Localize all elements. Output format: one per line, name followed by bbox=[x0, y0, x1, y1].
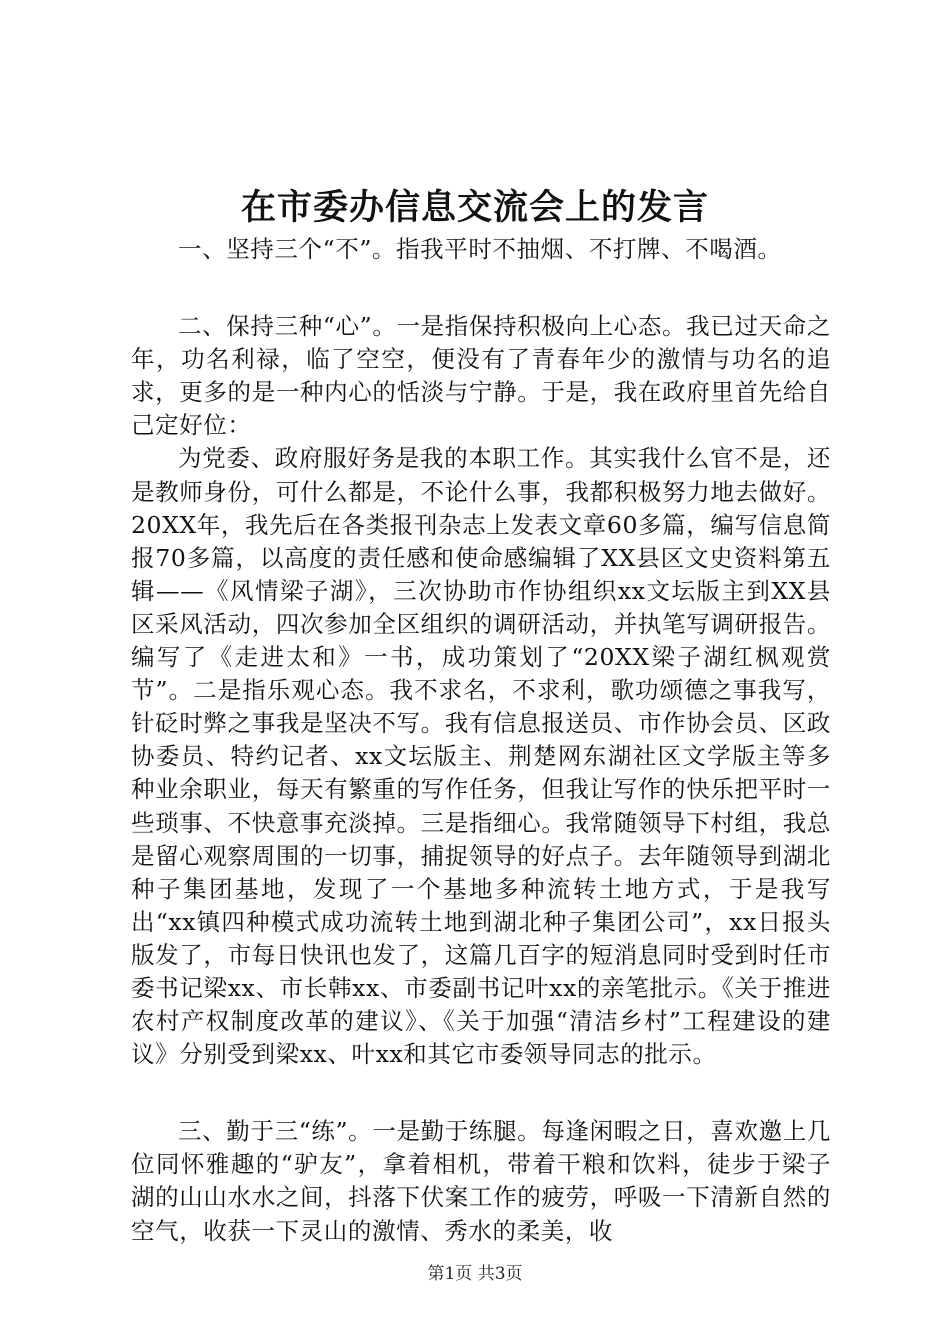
page-number: 第1页 共3页 bbox=[427, 1264, 523, 1284]
paragraph-spacer bbox=[131, 266, 831, 310]
paragraph-2: 二、保持三种“心”。一是指保持积极向上心态。我已过天命之年，功名利禄，临了空空，便没有了青春年少的激情与功名的追求，更多的是一种内心的恬淡与宁静。于是，我在政府里首先给自己定好位： bbox=[131, 312, 831, 440]
document-body bbox=[131, 233, 831, 1248]
document-title: 在市委办信息交流会上的发言 bbox=[240, 187, 709, 228]
paragraph-spacer bbox=[131, 1071, 831, 1115]
paragraph-4: 三、勤于三“练”。一是勤于练腿。每逢闲暇之日，喜欢邀上几位同怀雅趣的“驴友”，拿着相机，带着干粮和饮料，徒步于梁子湖的山山水水之间，抖落下伏案工作的疲劳，呼吸一下清新自然的空气，收获一下灵山的激情、秀水的柔美，收 bbox=[131, 1117, 831, 1245]
paragraph-3: 为党委、政府服好务是我的本职工作。其实我什么官不是，还是教师身份，可什么都是，不论什么事，我都积极努力地去做好。20XX年，我先后在各类报刊杂志上发表文章60多篇，编写信息简报70多篇，以高度的责任感和使命感编辑了XX县区文史资料第五辑——《风情梁子湖》，三次协助市作协组织xx文坛版主到XX县区采风活动，四次参加全区组织的调研活动，并执笔写调研报告。编写了《走进太和》一书，成功策划了“20XX梁子湖红枫观赏节”。二是指乐观心态。我不求名，不求利，歌功颂德之事我写，针砭时弊之事我是坚决不写。我有信息报送员、市作协会员、区政协委员、特约记者、xx文坛版主、荆楚网东湖社区文学版主等多种业余职业，每天有繁重的写作任务，但我让写作的快乐把平时一些琐事、不快意事充淡掉。三是指细心。我常随领导下村组，我总是留心观察周围的一切事，捕捉领导的好点子。去年随领导到湖北种子集团基地，发现了一个基地多种流转土地方式，于是我写出“xx镇四种模式成功流转土地到湖北种子集团公司”，xx日报头版发了，市每日快讯也发了，这篇几百字的短消息同时受到时任市委书记梁xx、市长韩xx、市委副书记叶xx的亲笔批示。《关于推进农村产权制度改革的建议》、《关于加强“清洁乡村”工程建设的建议》分别受到梁xx、叶xx和其它市委领导同志的批示。 bbox=[131, 444, 831, 1069]
paragraph-1: 一、坚持三个“不”。指我平时不抽烟、不打牌、不喝酒。 bbox=[178, 235, 782, 263]
